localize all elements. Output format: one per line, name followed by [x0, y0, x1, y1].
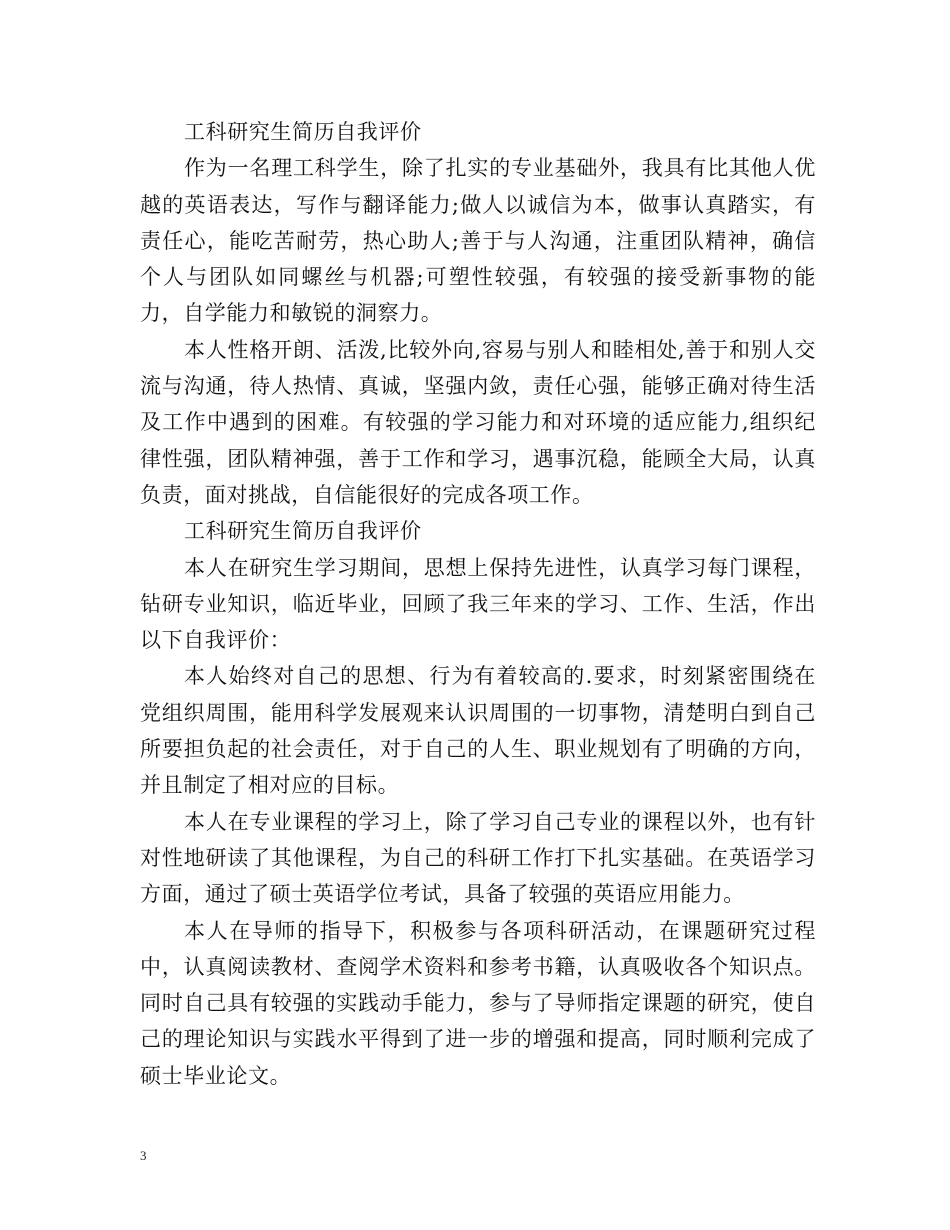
body-paragraph: 本人在专业课程的学习上，除了学习自己专业的课程以外，也有针对性地研读了其他课程，为自己的科研工作打下扎实基础。在英语学习方面，通过了硕士英语学位考试，具备了较强的英语应用能力。 — [140, 809, 816, 907]
document-body — [140, 114, 816, 1094]
body-paragraph: 本人在导师的指导下，积极参与各项科研活动，在课题研究过程中，认真阅读教材、查阅学术资料和参考书籍，认真吸收各个知识点。同时自己具有较强的实践动手能力，参与了导师指定课题的研究，使自己的理论知识与实践水平得到了进一步的增强和提高，同时顺利完成了硕士毕业论文。 — [140, 918, 816, 1088]
section-heading: 工科研究生简历自我评价 — [184, 120, 422, 144]
body-paragraph: 作为一名理工科学生，除了扎实的专业基础外，我具有比其他人优越的英语表达，写作与翻译能力;做人以诚信为本，做事认真踏实，有责任心，能吃苦耐劳，热心助人;善于与人沟通，注重团队精神，确信个人与团队如同螺丝与机器;可塑性较强，有较强的接受新事物的能力，自学能力和敏锐的洞察力。 — [140, 156, 816, 326]
page-number: 3 — [140, 1148, 147, 1163]
section-heading: 工科研究生简历自我评价 — [184, 519, 422, 544]
body-paragraph: 本人在研究生学习期间，思想上保持先进性，认真学习每门课程，钻研专业知识，临近毕业，回顾了我三年来的学习、工作、生活，作出以下自我评价： — [140, 555, 816, 653]
body-paragraph: 本人性格开朗、活泼,比较外向,容易与别人和睦相处,善于和别人交流与沟通，待人热情、真诚，坚强内敛，责任心强，能够正确对待生活及工作中遇到的困难。有较强的学习能力和对环境的适应能力,组织纪律性强，团队精神强，善于工作和学习，遇事沉稳，能顾全大局，认真负责，面对挑战，自信能很好的完成各项工作。 — [140, 337, 816, 507]
body-paragraph: 本人始终对自己的思想、行为有着较高的.要求，时刻紧密围绕在党组织周围，能用科学发展观来认识周围的一切事物，清楚明白到自己所要担负起的社会责任，对于自己的人生、职业规划有了明确的方向，并且制定了相对应的目标。 — [140, 664, 816, 798]
